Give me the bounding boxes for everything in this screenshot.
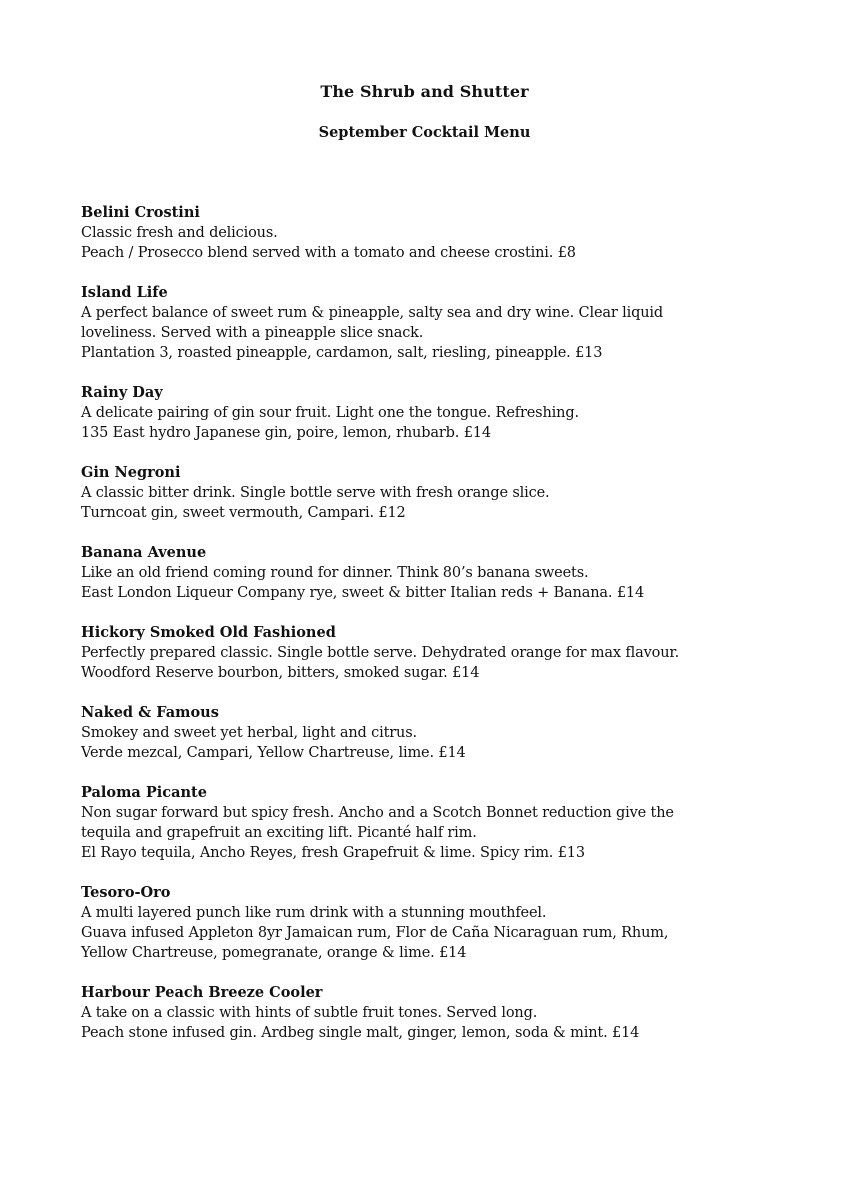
cocktail-item xyxy=(81,543,781,603)
cocktail-item xyxy=(81,463,781,523)
cocktail-ingredients-price: Yellow Chartreuse, pomegranate, orange & lime. £14 xyxy=(81,945,467,961)
cocktail-name: Harbour Peach Breeze Cooler xyxy=(81,984,323,1001)
menu-subtitle: September Cocktail Menu xyxy=(318,124,531,141)
cocktail-ingredients-price: Peach stone infused gin. Ardbeg single malt, ginger, lemon, soda & mint. £14 xyxy=(81,1025,640,1041)
cocktail-name: Naked & Famous xyxy=(81,704,219,721)
cocktail-name: Island Life xyxy=(81,284,168,301)
cocktail-ingredients-price: Plantation 3, roasted pineapple, cardamon, salt, riesling, pineapple. £13 xyxy=(81,345,603,361)
cocktail-item xyxy=(81,983,781,1043)
cocktail-item xyxy=(81,623,781,683)
cocktail-description: A multi layered punch like rum drink with a stunning mouthfeel. xyxy=(81,905,547,921)
cocktail-description: Like an old friend coming round for dinner. Think 80’s banana sweets. xyxy=(81,565,589,581)
cocktail-description: A classic bitter drink. Single bottle serve with fresh orange slice. xyxy=(81,485,550,501)
cocktail-item xyxy=(81,703,781,763)
cocktail-ingredients-price: East London Liqueur Company rye, sweet & bitter Italian reds + Banana. £14 xyxy=(81,585,645,601)
cocktail-name: Gin Negroni xyxy=(81,464,181,481)
cocktail-name: Banana Avenue xyxy=(81,544,207,561)
cocktail-ingredients-price: Verde mezcal, Campari, Yellow Chartreuse, lime. £14 xyxy=(81,745,466,761)
cocktail-ingredients-price: Woodford Reserve bourbon, bitters, smoked sugar. £14 xyxy=(81,665,480,681)
menu-title: The Shrub and Shutter xyxy=(320,82,529,101)
cocktail-description: Perfectly prepared classic. Single bottle serve. Dehydrated orange for max flavour. xyxy=(81,645,680,661)
cocktail-name: Belini Crostini xyxy=(81,204,200,221)
cocktail-description: tequila and grapefruit an exciting lift. Picanté half rim. xyxy=(81,825,477,841)
cocktail-ingredients-price: 135 East hydro Japanese gin, poire, lemon, rhubarb. £14 xyxy=(81,425,491,441)
cocktail-name: Rainy Day xyxy=(81,384,163,401)
cocktail-item xyxy=(81,783,781,863)
cocktail-description: Non sugar forward but spicy fresh. Ancho and a Scotch Bonnet reduction give the xyxy=(81,805,674,821)
cocktail-name: Paloma Picante xyxy=(81,784,207,801)
cocktail-description: A perfect balance of sweet rum & pineapple, salty sea and dry wine. Clear liquid xyxy=(81,305,664,321)
cocktail-description: Smokey and sweet yet herbal, light and citrus. xyxy=(81,725,417,741)
cocktail-description: A take on a classic with hints of subtle fruit tones. Served long. xyxy=(81,1005,538,1021)
cocktail-name: Tesoro-Oro xyxy=(81,884,171,901)
cocktail-item xyxy=(81,883,781,963)
cocktail-ingredients: Guava infused Appleton 8yr Jamaican rum, Flor de Caña Nicaraguan rum, Rhum, xyxy=(81,925,669,941)
cocktail-description: A delicate pairing of gin sour fruit. Light one the tongue. Refreshing. xyxy=(81,405,579,421)
cocktail-ingredients-price: Turncoat gin, sweet vermouth, Campari. £12 xyxy=(81,505,406,521)
cocktail-description: Classic fresh and delicious. xyxy=(81,225,278,241)
cocktail-list xyxy=(81,203,781,1063)
cocktail-ingredients-price: Peach / Prosecco blend served with a tomato and cheese crostini. £8 xyxy=(81,245,576,261)
cocktail-item xyxy=(81,203,781,263)
cocktail-item xyxy=(81,283,781,363)
cocktail-item xyxy=(81,383,781,443)
cocktail-ingredients-price: El Rayo tequila, Ancho Reyes, fresh Grapefruit & lime. Spicy rim. £13 xyxy=(81,845,585,861)
cocktail-description: loveliness. Served with a pineapple slice snack. xyxy=(81,325,424,341)
cocktail-name: Hickory Smoked Old Fashioned xyxy=(81,624,336,641)
